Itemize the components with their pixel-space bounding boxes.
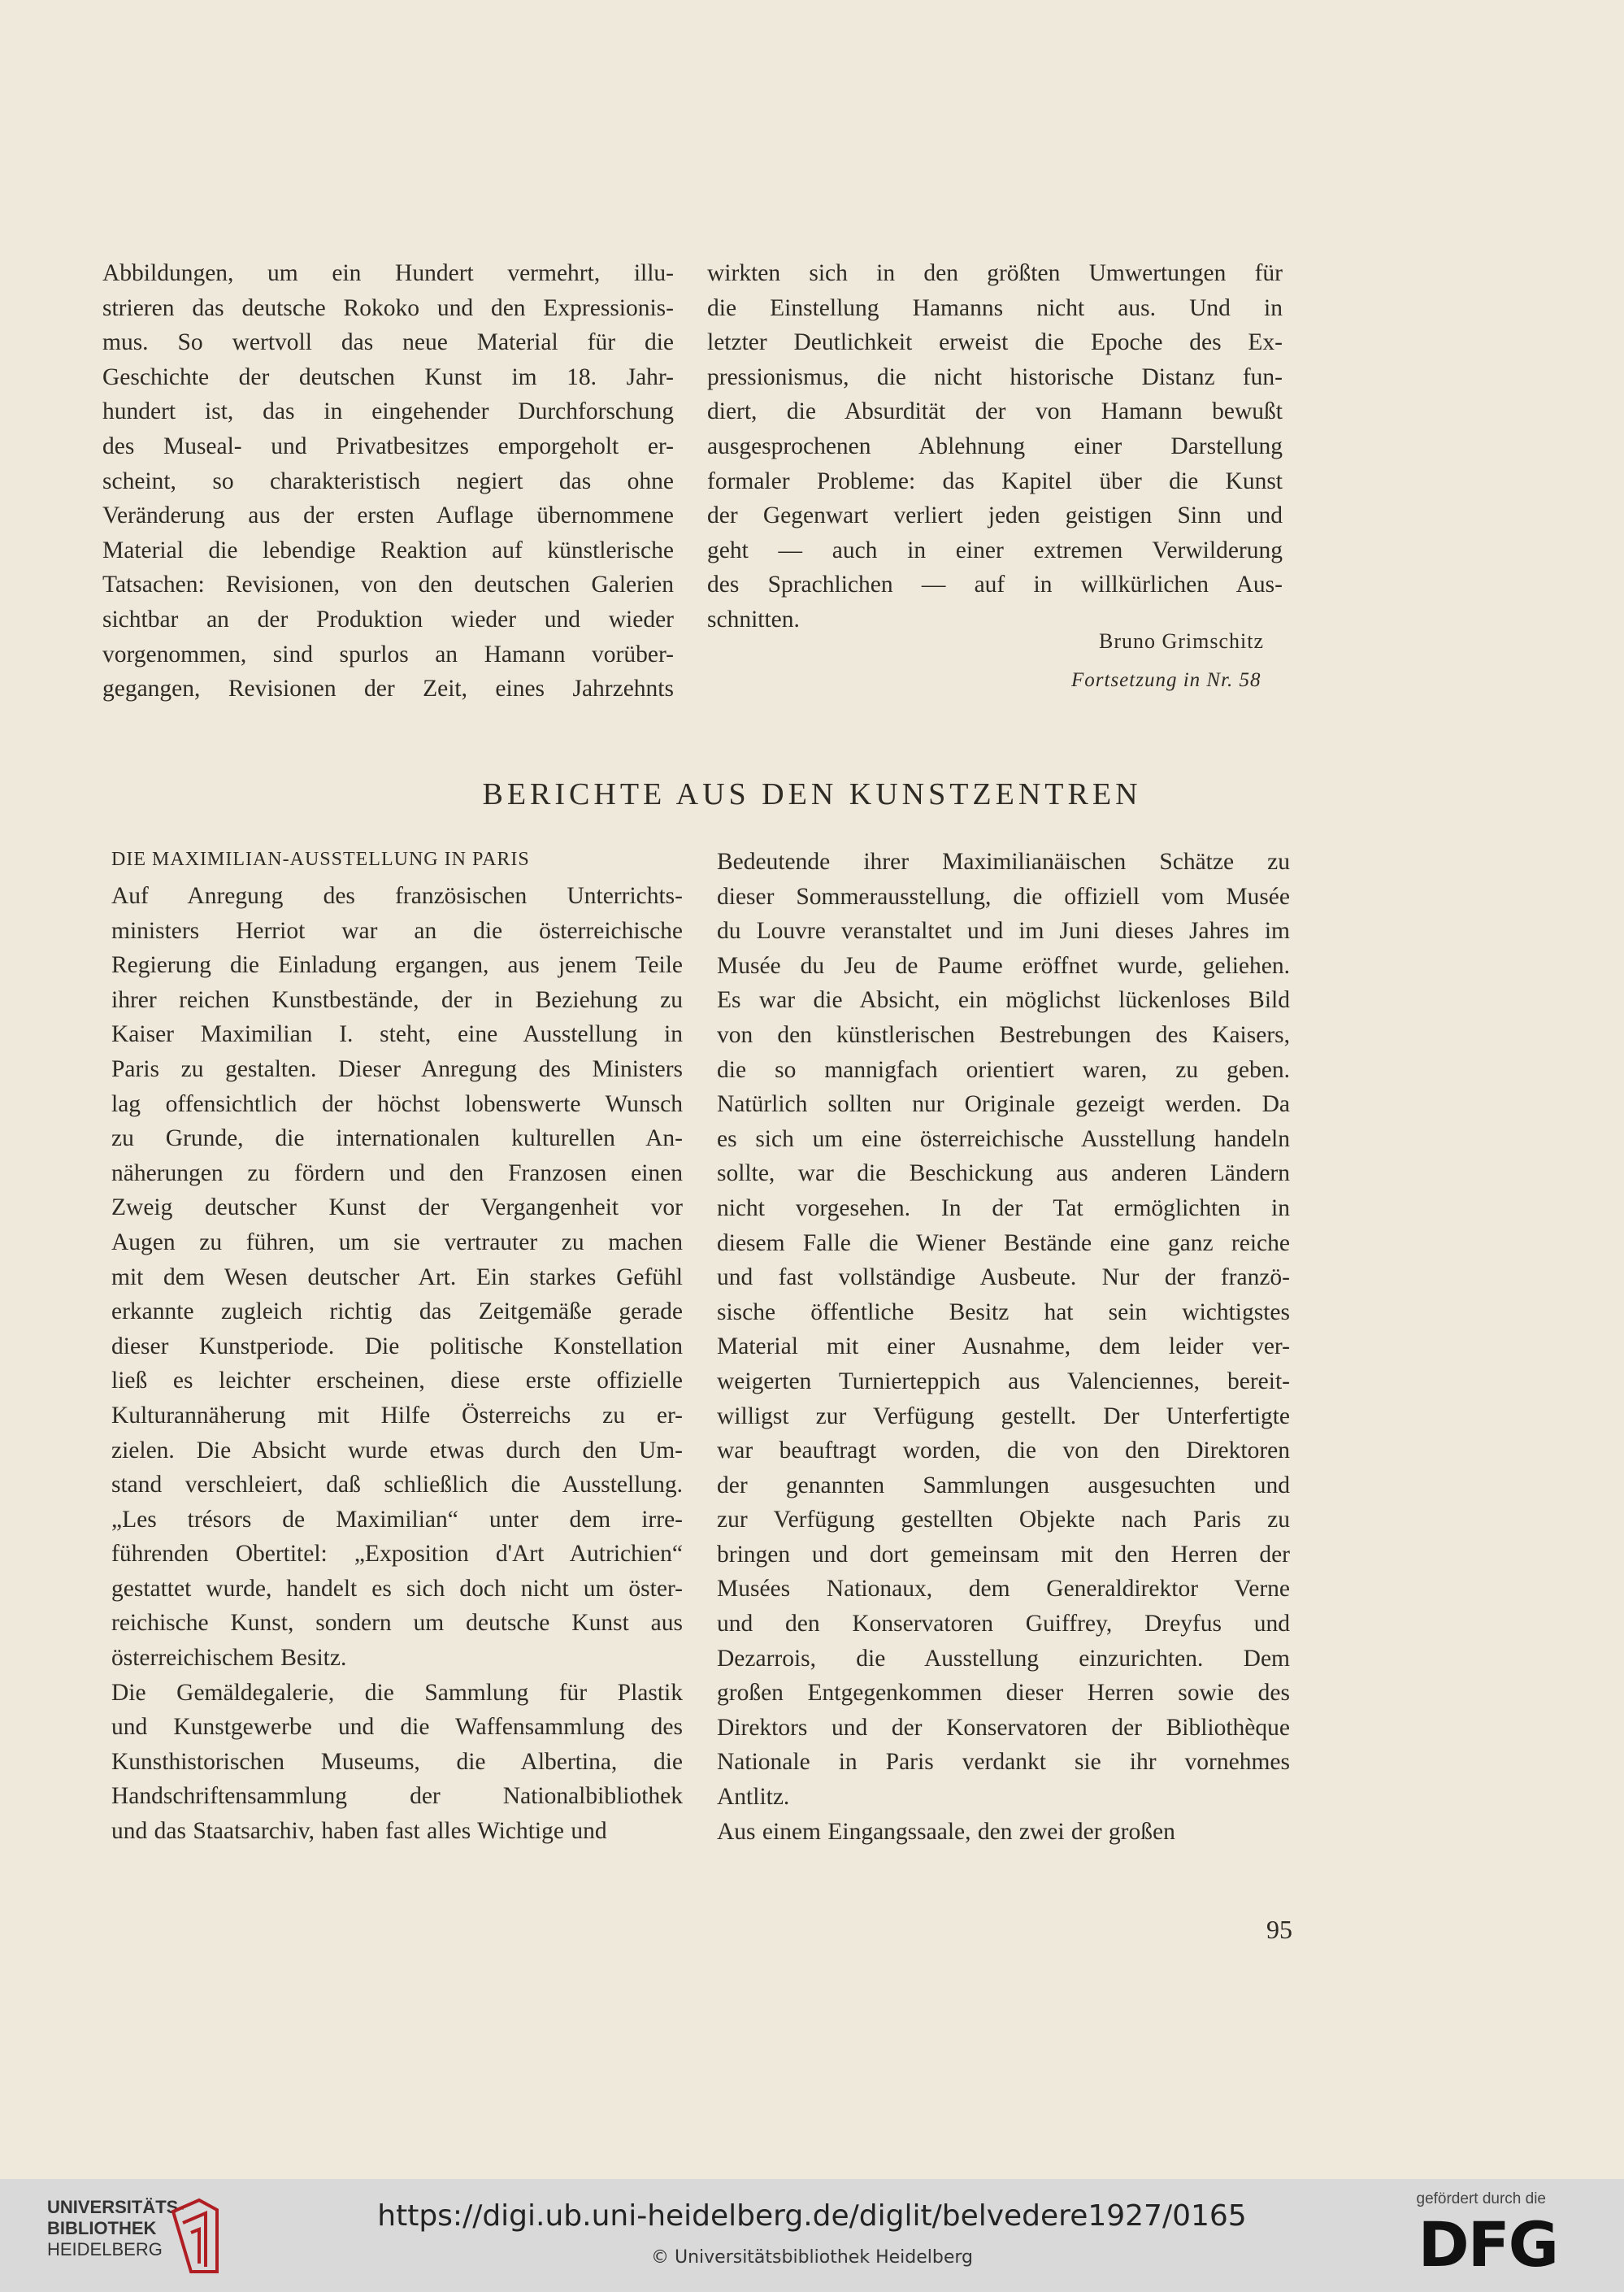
text-line: führenden Obertitel: „Exposition d'Art Autrichien“ xyxy=(111,1541,683,1568)
section-title: BERICHTE AUS DEN KUNSTZENTREN xyxy=(482,777,1142,811)
text-line: großen Entgegenkommen dieser Herren sowie des xyxy=(717,1680,1290,1707)
dfg-logo-icon: DFG xyxy=(1418,2208,1557,2281)
text-line: „Les trésors de Maximilian“ unter dem irre- xyxy=(111,1506,683,1533)
article-heading: DIE MAXIMILIAN-AUSSTELLUNG IN PARIS xyxy=(111,849,530,870)
text-line: dieser Sommerausstellung, die offiziell vom Musée xyxy=(717,883,1290,910)
text-line: Tatsachen: Revisionen, von den deutschen Galerien xyxy=(102,572,674,598)
text-line: Nationale in Paris verdankt sie ihr vornehmes xyxy=(717,1749,1290,1776)
text-line: Aus einem Eingangssaale, den zwei der großen xyxy=(717,1818,1175,1845)
library-line-2: BIBLIOTHEK xyxy=(47,2218,157,2238)
text-line: sollte, war die Beschickung aus anderen Ländern xyxy=(717,1160,1290,1187)
text-line: von den künstlerischen Bestrebungen des Kaisers, xyxy=(717,1021,1290,1048)
text-line: Die Gemäldegalerie, die Sammlung für Plastik xyxy=(111,1679,683,1706)
text-line: ausgesprochenen Ablehnung einer Darstellung xyxy=(707,433,1283,459)
column-bottom-left xyxy=(111,879,683,1849)
text-line: formaler Probleme: das Kapitel über die Kunst xyxy=(707,468,1283,494)
text-line: sische öffentliche Besitz hat sein wichtigstes xyxy=(717,1298,1290,1325)
text-line: zur Verfügung gestellten Objekte nach Paris zu xyxy=(717,1507,1290,1533)
text-line: Paris zu gestalten. Dieser Anregung des Ministers xyxy=(111,1055,683,1082)
text-line: mus. So wertvoll das neue Material für die xyxy=(102,329,674,356)
page-number: 95 xyxy=(1266,1915,1292,1944)
text-line: Geschichte der deutschen Kunst im 18. Jahr- xyxy=(102,363,674,390)
text-line: die Einstellung Hamanns nicht aus. Und in xyxy=(707,294,1283,321)
text-line: Material die lebendige Reaktion auf künstlerische xyxy=(102,537,674,563)
text-line: Zweig deutscher Kunst der Vergangenheit vor xyxy=(111,1194,683,1221)
text-line: Antlitz. xyxy=(717,1784,790,1811)
text-line: der genannten Sammlungen ausgesuchten und xyxy=(717,1472,1290,1498)
text-line: Direktors und der Konservatoren der Bibliothèque xyxy=(717,1714,1290,1741)
text-line: stand verschleiert, daß schließlich die Ausstellung. xyxy=(111,1472,683,1498)
text-line: Auf Anregung des französischen Unterrichts- xyxy=(111,883,683,909)
text-line: österreichischem Besitz. xyxy=(111,1645,347,1672)
author-signature: Bruno Grimschitz xyxy=(1099,629,1265,653)
text-line: dieser Kunstperiode. Die politische Konstellation xyxy=(111,1333,683,1359)
text-line: sichtbar an der Produktion wieder und wieder xyxy=(102,606,674,633)
text-line: Abbildungen, um ein Hundert vermehrt, illu- xyxy=(102,260,674,286)
text-line: lag offensichtlich der höchst lobenswerte Wunsch xyxy=(111,1090,683,1117)
text-line: Musée du Jeu de Paume eröffnet wurde, geliehen. xyxy=(717,952,1290,979)
text-line: hundert ist, das in eingehender Durchforschung xyxy=(102,398,674,425)
column-bottom-right xyxy=(717,845,1290,1849)
text-line: Augen zu führen, um sie vertrauter zu machen xyxy=(111,1229,683,1255)
text-line: Kunsthistorischen Museums, die Albertina, die xyxy=(111,1748,683,1775)
text-line: gegangen, Revisionen der Zeit, eines Jahrzehnts xyxy=(102,676,674,702)
text-line: Musées Nationaux, dem Generaldirektor Verne xyxy=(717,1576,1290,1603)
text-line: Handschriftensammlung der Nationalbibliothek xyxy=(111,1783,683,1810)
text-line: Es war die Absicht, ein möglichst lückenloses Bild xyxy=(717,987,1290,1014)
column-top-right xyxy=(707,256,1283,637)
text-line: es sich um eine österreichische Ausstellung handeln xyxy=(717,1125,1290,1152)
text-line: geht — auch in einer extremen Verwilderung xyxy=(707,537,1283,563)
text-line: Dezarrois, die Ausstellung einzurichten. Dem xyxy=(717,1645,1290,1672)
text-line: und den Konservatoren Guiffrey, Dreyfus und xyxy=(717,1611,1290,1637)
text-line: vorgenommen, sind spurlos an Hamann vorüber- xyxy=(102,641,674,668)
text-line: diert, die Absurdität der von Hamann bewußt xyxy=(707,398,1283,425)
text-line: gestattet wurde, handelt es sich doch nicht um öster- xyxy=(111,1575,683,1602)
text-line: nicht vorgesehen. In der Tat ermöglichten in xyxy=(717,1194,1290,1221)
text-line: ihrer reichen Kunstbestände, der in Beziehung zu xyxy=(111,986,683,1013)
text-line: wirkten sich in den größten Umwertungen für xyxy=(707,260,1283,286)
text-line: Kaiser Maximilian I. steht, eine Ausstellung in xyxy=(111,1021,683,1048)
column-top-left xyxy=(102,256,674,707)
footer-bar xyxy=(0,2179,1624,2292)
text-line: reichische Kunst, sondern um deutsche Kunst aus xyxy=(111,1610,683,1637)
text-line: mit dem Wesen deutscher Art. Ein starkes Gefühl xyxy=(111,1263,683,1290)
text-line: scheint, so charakteristisch negiert das ohne xyxy=(102,468,674,494)
text-line: der Gegenwart verliert jeden geistigen Sinn und xyxy=(707,502,1283,529)
text-line: diesem Falle die Wiener Bestände eine ganz reiche xyxy=(717,1229,1290,1256)
text-line: Veränderung aus der ersten Auflage übernommene xyxy=(102,502,674,529)
text-line: und das Staatsarchiv, haben fast alles Wichtige und xyxy=(111,1818,607,1845)
library-line-3: HEIDELBERG xyxy=(47,2239,163,2259)
text-line: zu Grunde, die internationalen kulturellen An- xyxy=(111,1125,683,1152)
text-line: Natürlich sollten nur Originale gezeigt werden. Da xyxy=(717,1091,1290,1118)
text-line: und fast vollständige Ausbeute. Nur der franzö- xyxy=(717,1264,1290,1291)
text-line: war beauftragt worden, die von den Direktoren xyxy=(717,1437,1290,1464)
text-line: des Museal- und Privatbesitzes emporgeholt er- xyxy=(102,433,674,459)
text-line: strieren das deutsche Rokoko und den Expressionis- xyxy=(102,294,674,321)
text-line: bringen und dort gemeinsam mit den Herren der xyxy=(717,1541,1290,1568)
text-line: Regierung die Einladung ergangen, aus jenem Teile xyxy=(111,952,683,979)
text-line: näherungen zu fördern und den Franzosen einen xyxy=(111,1159,683,1186)
text-line: weigerten Turnierteppich aus Valenciennes, bereit- xyxy=(717,1368,1290,1394)
library-line-1: UNIVERSITÄTS- xyxy=(47,2197,185,2217)
text-line: Material mit einer Ausnahme, dem leider ver- xyxy=(717,1333,1290,1360)
text-line: Bedeutende ihrer Maximilianäischen Schätze zu xyxy=(717,849,1290,875)
source-url-link[interactable]: https://digi.ub.uni-heidelberg.de/diglit/belvedere1927/0165 xyxy=(377,2199,1247,2233)
text-line: und Kunstgewerbe und die Waffensammlung des xyxy=(111,1714,683,1741)
text-line: zielen. Die Absicht wurde etwas durch den Um- xyxy=(111,1437,683,1463)
text-line: pressionismus, die nicht historische Distanz fun- xyxy=(707,363,1283,390)
text-line: erkannte zugleich richtig das Zeitgemäße gerade xyxy=(111,1298,683,1325)
text-line: die so mannigfach orientiert waren, zu geben. xyxy=(717,1056,1290,1083)
text-line: ministers Herriot war an die österreichische xyxy=(111,917,683,944)
copyright-text: © Universitätsbibliothek Heidelberg xyxy=(650,2247,973,2268)
funder-note: gefördert durch die xyxy=(1416,2190,1546,2207)
text-line: willigst zur Verfügung gestellt. Der Unterfertigte xyxy=(717,1403,1290,1429)
text-line: letzter Deutlichkeit erweist die Epoche des Ex- xyxy=(707,329,1283,356)
text-line: Kulturannäherung mit Hilfe Österreichs zu er- xyxy=(111,1402,683,1429)
continuation-note: Fortsetzung in Nr. 58 xyxy=(1071,669,1261,691)
text-line: schnitten. xyxy=(707,606,800,633)
text-line: ließ es leichter erscheinen, diese erste offizielle xyxy=(111,1368,683,1394)
text-line: des Sprachlichen — auf in willkürlichen Aus- xyxy=(707,572,1283,598)
text-line: du Louvre veranstaltet und im Juni dieses Jahres im xyxy=(717,918,1290,945)
